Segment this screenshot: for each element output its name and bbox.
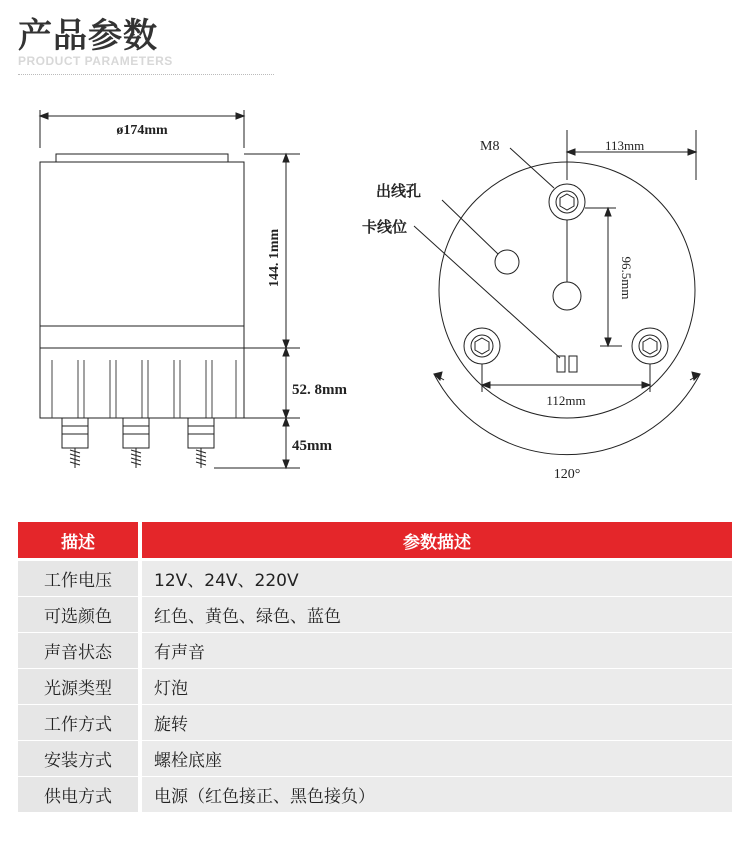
row-label: 供电方式 xyxy=(18,777,140,813)
row-label: 工作电压 xyxy=(18,561,140,597)
row-label: 声音状态 xyxy=(18,633,140,669)
table-row xyxy=(18,633,732,669)
table-row xyxy=(18,561,732,597)
table-header-row xyxy=(18,522,732,558)
body-height-label: 144. 1mm xyxy=(267,228,282,288)
terminal-height-label: 45mm xyxy=(292,438,332,454)
row-value: 12V、24V、220V xyxy=(140,561,732,597)
table-row xyxy=(18,777,732,813)
clamp-position-label: 卡线位 xyxy=(362,220,408,236)
row-label: 光源类型 xyxy=(18,669,140,705)
table-row xyxy=(18,597,732,633)
row-value: 红色、黄色、绿色、蓝色 xyxy=(140,597,732,633)
row-value: 螺栓底座 xyxy=(140,741,732,777)
row-value: 灯泡 xyxy=(140,669,732,705)
row-value: 有声音 xyxy=(140,633,732,669)
bottom-width-label: 112mm xyxy=(546,393,586,408)
bottom-view-drawing xyxy=(360,120,750,500)
page-title: 产品参数 xyxy=(18,16,158,56)
table-row xyxy=(18,741,732,777)
diameter-label: ø174mm xyxy=(116,123,168,138)
row-label: 工作方式 xyxy=(18,705,140,741)
bolt-size-label: M8 xyxy=(480,139,500,154)
row-value: 旋转 xyxy=(140,705,732,741)
vertical-span-label: 96.5mm xyxy=(619,256,634,300)
outlet-hole-label: 出线孔 xyxy=(376,184,422,200)
page-subtitle: PRODUCT PARAMETERS xyxy=(18,54,173,68)
base-height-label: 52. 8mm xyxy=(292,382,347,398)
section-header xyxy=(18,8,732,78)
header-description: 描述 xyxy=(18,522,140,558)
row-label: 安装方式 xyxy=(18,741,140,777)
angle-label: 120° xyxy=(553,467,581,482)
top-width-label: 113mm xyxy=(605,138,645,153)
table-row xyxy=(18,669,732,705)
side-view-drawing xyxy=(0,88,380,508)
header-parameter-description: 参数描述 xyxy=(140,522,732,558)
row-value: 电源（红色接正、黑色接负） xyxy=(140,777,732,813)
spec-table xyxy=(18,522,732,813)
table-row xyxy=(18,705,732,741)
header-divider xyxy=(18,74,274,76)
row-label: 可选颜色 xyxy=(18,597,140,633)
